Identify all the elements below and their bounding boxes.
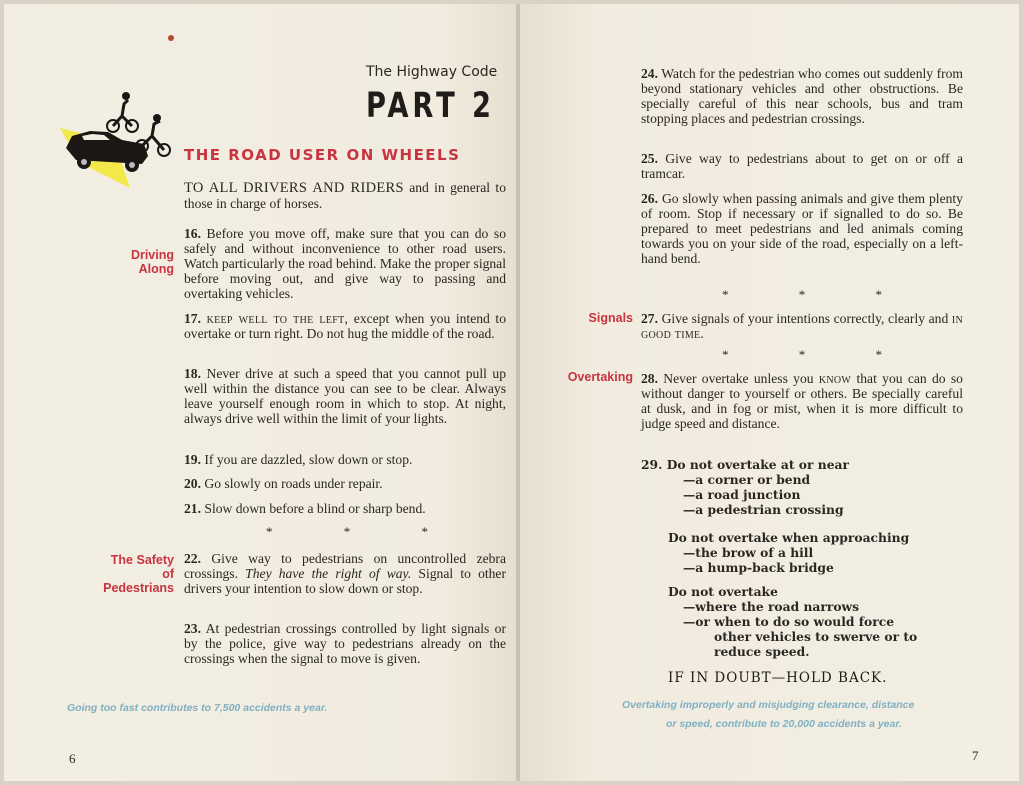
left-footer-statistic: Going too fast contributes to 7,500 accidents a year. bbox=[67, 702, 328, 714]
rule-text: Slow down before a blind or sharp bend. bbox=[204, 501, 426, 516]
rule-text: Never overtake unless you bbox=[663, 371, 814, 386]
list-item: —the brow of a hill bbox=[683, 545, 814, 560]
rule-number: 26. bbox=[641, 191, 658, 206]
rule-text-continued: Signal to other drivers your intention to slow down or stop. bbox=[184, 566, 506, 596]
list-item-continued: other vehicles to swerve or to bbox=[714, 629, 918, 644]
right-footer-statistic-line-1: Overtaking improperly and misjudging clearance, distance bbox=[622, 699, 915, 711]
divider-star: * bbox=[798, 287, 806, 302]
list-item: —a corner or bend bbox=[683, 472, 811, 487]
rule-number: 19. bbox=[184, 452, 201, 467]
list-item: —a pedestrian crossing bbox=[683, 502, 844, 517]
divider-star: * bbox=[875, 287, 882, 302]
rule-21 bbox=[184, 501, 506, 516]
list-item: —a hump-back bridge bbox=[683, 560, 834, 575]
rule-number: 17. bbox=[184, 311, 201, 326]
rule-text: At pedestrian crossings controlled by light signals or by the police, give way to pedestrians already on the crossings when the signal to move is given. bbox=[184, 621, 506, 666]
intro-rest: and in general to those in charge of horses. bbox=[184, 180, 506, 211]
rule-29-group-3-heading: Do not overtake bbox=[668, 584, 778, 599]
rule-17 bbox=[184, 311, 506, 341]
rule-number: 24. bbox=[641, 66, 658, 81]
rule-text: Give signals of your intentions correctly, clearly and bbox=[661, 311, 949, 326]
right-footer-statistic-line-2: or speed, contribute to 20,000 accidents a year. bbox=[666, 718, 902, 730]
rule-29-group-1-heading bbox=[641, 457, 963, 472]
rule-text: Give way to pedestrians on uncontrolled zebra crossings. bbox=[184, 551, 506, 581]
rule-number: 23. bbox=[184, 621, 201, 636]
section-divider bbox=[722, 347, 882, 363]
rule-number: 29. bbox=[641, 457, 663, 472]
rule-27 bbox=[641, 311, 963, 341]
hubcap-rear bbox=[129, 162, 135, 168]
rule-text: If you are dazzled, slow down or stop. bbox=[204, 452, 413, 467]
section-divider bbox=[722, 287, 882, 303]
rule-text: Go slowly when passing animals and give them plenty of room. Stop if necessary or if signalled to do so. Be prepared to meet pedestrians and led animals coming towards you on your side of the road, especially on a left-hand bend. bbox=[641, 191, 963, 266]
list-item-continued: reduce speed. bbox=[714, 644, 810, 659]
page-number-left: 6 bbox=[69, 751, 76, 766]
hubcap-front bbox=[81, 159, 87, 165]
rule-22 bbox=[184, 551, 506, 596]
rule-emphasis: in good time. bbox=[641, 311, 964, 341]
rule-text: except when you intend to overtake or turn right. Do not hug the middle of the road. bbox=[184, 311, 506, 341]
divider-star: * bbox=[798, 347, 806, 362]
rule-24 bbox=[641, 66, 963, 126]
intro-paragraph bbox=[184, 180, 506, 211]
rule-number: 27. bbox=[641, 311, 658, 326]
intro-lead: TO ALL DRIVERS AND RIDERS bbox=[184, 180, 404, 196]
side-heading-signals: Signals bbox=[588, 311, 633, 325]
rule-number: 21. bbox=[184, 501, 201, 516]
car-cyclists-illustration bbox=[60, 88, 180, 188]
rule-19 bbox=[184, 452, 506, 467]
rule-20 bbox=[184, 476, 506, 491]
section-title: THE ROAD USER ON WHEELS bbox=[184, 146, 461, 164]
rule-text: Do not overtake at or near bbox=[666, 457, 849, 472]
rule-18 bbox=[184, 366, 506, 426]
rule-number: 20. bbox=[184, 476, 201, 491]
divider-star: * bbox=[722, 287, 729, 302]
rule-25 bbox=[641, 151, 963, 181]
side-heading-driving: Driving Along bbox=[130, 248, 174, 276]
cyclist-top bbox=[107, 92, 138, 132]
rule-16 bbox=[184, 226, 506, 301]
rule-text: Go slowly on roads under repair. bbox=[204, 476, 383, 491]
rule-23 bbox=[184, 621, 506, 666]
rule-number: 25. bbox=[641, 151, 658, 166]
rule-26 bbox=[641, 191, 963, 266]
rule-number: 28. bbox=[641, 371, 658, 386]
page-number-right: 7 bbox=[972, 748, 979, 763]
rule-emphasis: keep well to the left, bbox=[206, 311, 349, 326]
rule-text: Before you move off, make sure that you can do so safely and without inconvenience to other road users. Watch particularly the road behind. Make the proper signal before moving out, and give way to passing and overtaking vehicles. bbox=[184, 226, 506, 301]
divider-star: * bbox=[722, 347, 729, 362]
side-heading-overtaking: Overtaking bbox=[567, 370, 633, 384]
rule-number: 18. bbox=[184, 366, 201, 381]
side-heading-safety: The Safety of Pedestrians bbox=[103, 553, 174, 595]
part-title: PART 2 bbox=[366, 86, 495, 126]
rule-emphasis: know bbox=[818, 371, 852, 386]
rule-text-continued: that you can do so without danger to yourself or others. Be specially careful at dusk, and in fog or mist, when it is more difficult to judge speed and distance. bbox=[641, 371, 963, 431]
list-item: —a road junction bbox=[683, 487, 801, 502]
rule-text: Give way to pedestrians about to get on or off a tramcar. bbox=[641, 151, 963, 181]
rule-29-group-2-heading: Do not overtake when approaching bbox=[668, 530, 910, 545]
list-item: —or when to do so would force bbox=[683, 614, 895, 629]
book-title: The Highway Code bbox=[366, 64, 498, 80]
rule-text: Watch for the pedestrian who comes out suddenly from beyond stationary vehicles and other obstructions. Be specially careful of this near schools, bus and tram stopping places and pedestrian crossings. bbox=[641, 66, 963, 126]
rule-number: 16. bbox=[184, 226, 201, 241]
section-divider bbox=[266, 524, 428, 540]
rule-number: 22. bbox=[184, 551, 201, 566]
divider-star: * bbox=[875, 347, 882, 362]
rule-text: Never drive at such a speed that you cannot pull up well within the distance you can see to be clear. Always leave yourself enough room in which to stop. At night, always drive well within the limit of your lights. bbox=[184, 366, 506, 426]
list-item: —where the road narrows bbox=[683, 599, 860, 614]
ink-spot bbox=[168, 35, 174, 41]
rule-29 bbox=[641, 457, 963, 659]
divider-star: * bbox=[266, 524, 273, 539]
hold-back-slogan: IF IN DOUBT—HOLD BACK. bbox=[668, 670, 888, 686]
divider-star: * bbox=[421, 524, 428, 539]
rule-emphasis: They have the right of way. bbox=[245, 566, 412, 581]
divider-star: * bbox=[343, 524, 351, 539]
rule-28 bbox=[641, 371, 963, 431]
